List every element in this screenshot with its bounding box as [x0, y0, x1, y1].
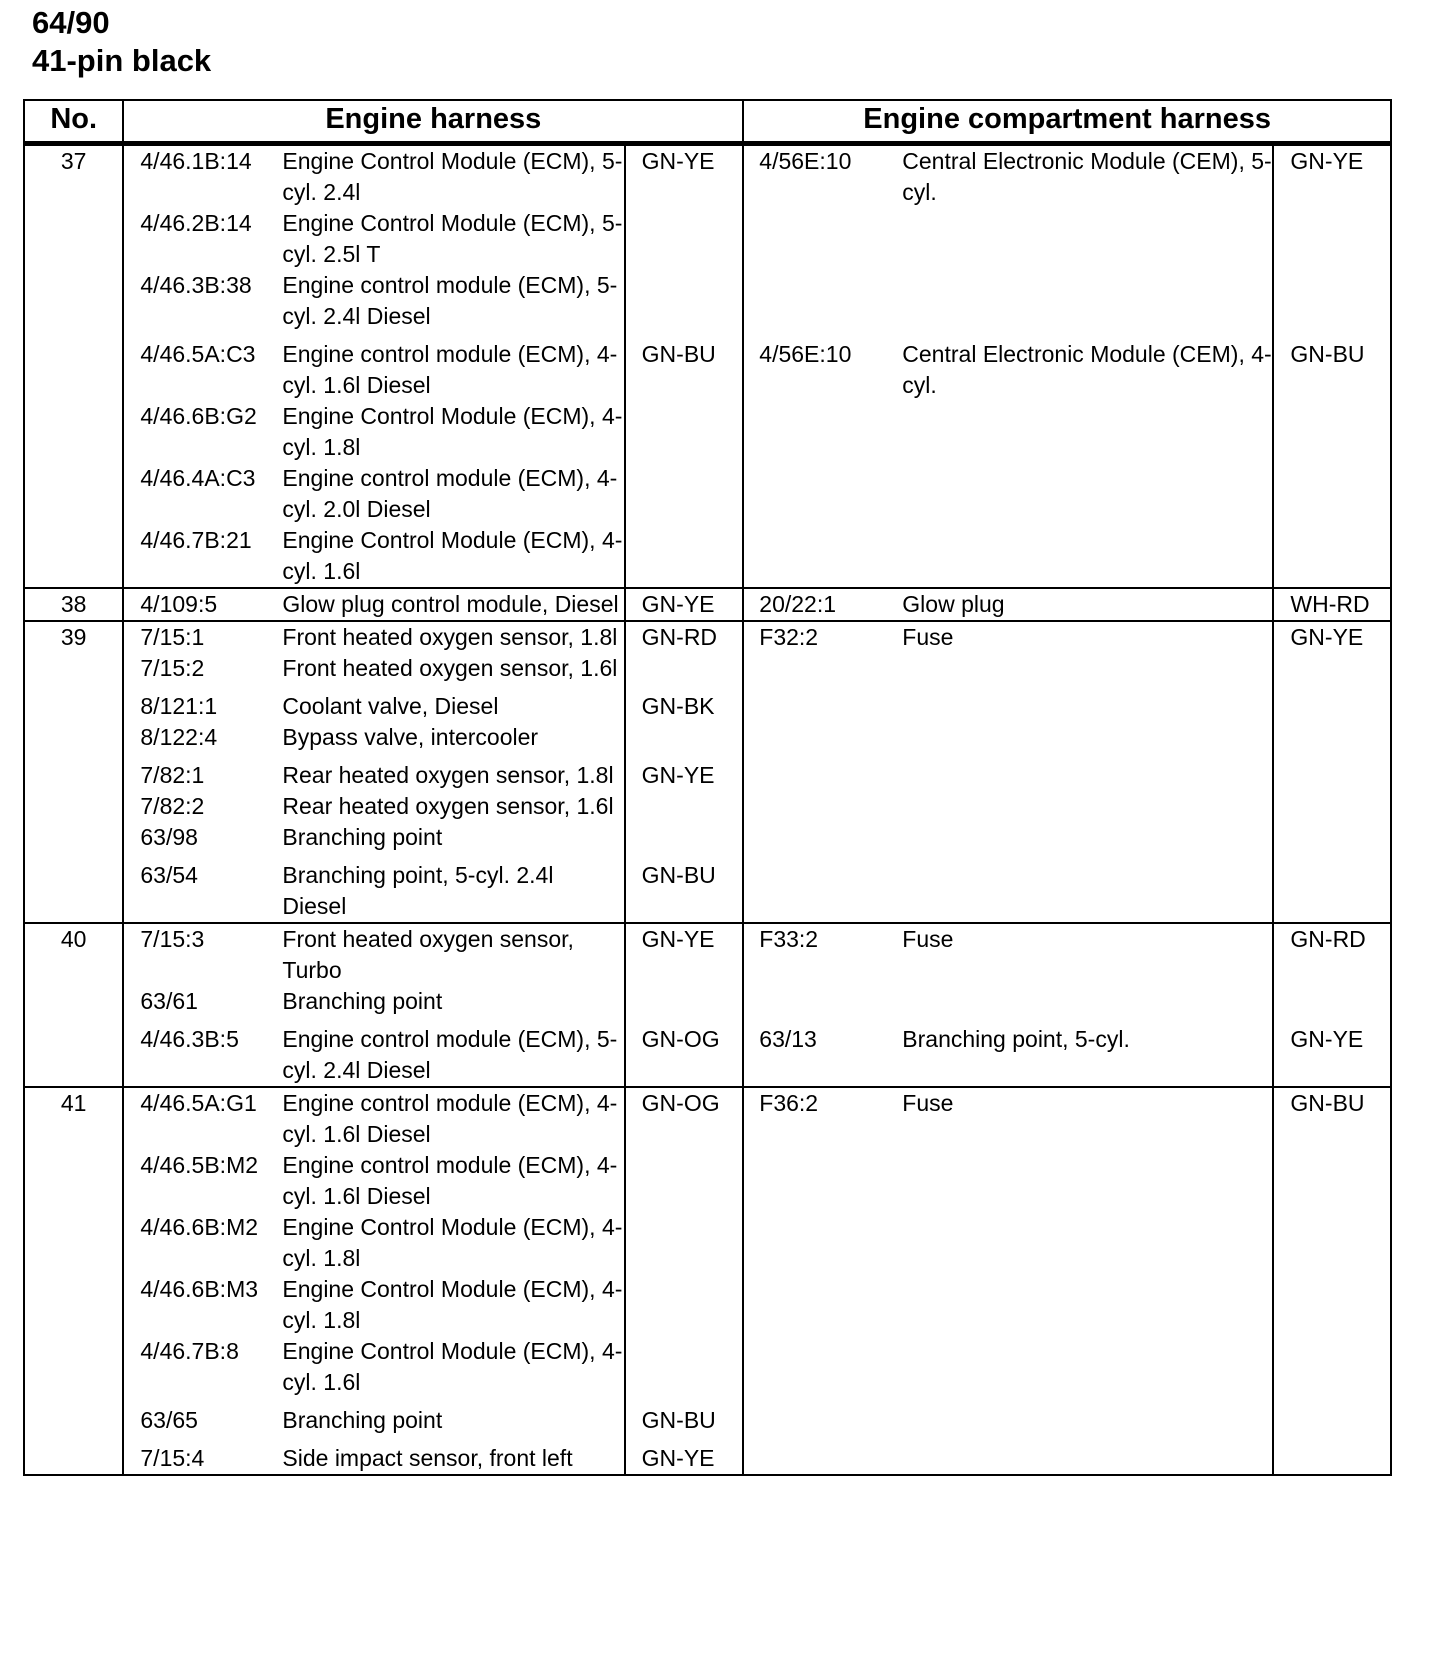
header-engine-harness: Engine harness [123, 100, 743, 144]
engine-entry [124, 525, 623, 587]
compartment-harness-cell [743, 1087, 1273, 1475]
engine-group [124, 860, 623, 922]
compartment-wire-color: GN-YE [1290, 624, 1364, 650]
component-id: 4/46.6B:G2 [140, 403, 257, 429]
component-description: Front heated oxygen sensor, 1.8l [282, 624, 618, 650]
compartment-component-id: F33:2 [759, 926, 819, 952]
component-description: Front heated oxygen sensor, Turbo [282, 926, 574, 983]
engine-group [124, 1088, 623, 1398]
compartment-component-id: F36:2 [759, 1090, 819, 1116]
component-description: Engine Control Module (ECM), 4-cyl. 1.6l [282, 527, 623, 584]
engine-harness-cell [123, 588, 624, 621]
compartment-color-group [1274, 1088, 1390, 1398]
wire-color-group [626, 860, 743, 922]
compartment-color-group [1274, 760, 1390, 853]
component-description: Engine control module (ECM), 5-cyl. 2.4l Diesel [282, 1026, 618, 1083]
engine-harness-cell [123, 923, 624, 1087]
component-id: 4/46.6B:M3 [140, 1276, 259, 1302]
engine-entry [124, 401, 623, 463]
compartment-entry [744, 924, 1272, 955]
component-description: Engine control module (ECM), 4-cyl. 1.6l Diesel [282, 1152, 618, 1209]
component-id: 4/46.6B:M2 [140, 1214, 259, 1240]
compartment-wire-color: WH-RD [1290, 591, 1370, 617]
wire-color: GN-BU [641, 1407, 716, 1433]
engine-wire-color-cell [625, 1087, 744, 1475]
wire-color-group [626, 589, 743, 620]
compartment-group [744, 924, 1272, 1017]
engine-group [124, 589, 623, 620]
wire-color-group [626, 1088, 743, 1398]
component-id: 4/46.5A:C3 [140, 341, 256, 367]
component-description: Branching point, 5-cyl. 2.4l Diesel [282, 862, 554, 919]
engine-entry [124, 622, 623, 653]
compartment-group [744, 1405, 1272, 1436]
wire-color-group [626, 1443, 743, 1474]
wire-color-group [626, 760, 743, 853]
compartment-component-id: 4/56E:10 [759, 148, 852, 174]
wire-color: GN-OG [641, 1026, 720, 1052]
pin-number: 41 [24, 1087, 123, 1475]
wire-color: GN-BK [641, 693, 715, 719]
wire-color: GN-BU [641, 862, 716, 888]
compartment-harness-cell [743, 923, 1273, 1087]
wire-color: GN-YE [641, 1445, 715, 1471]
compartment-color-group [1274, 860, 1390, 922]
compartment-group [744, 860, 1272, 922]
engine-wire-color-cell [625, 588, 744, 621]
component-id: 4/46.3B:38 [140, 272, 252, 298]
compartment-wire-color-cell [1273, 144, 1391, 589]
compartment-entry [744, 622, 1272, 653]
page-heading [32, 4, 211, 80]
compartment-group [744, 146, 1272, 332]
component-description: Engine Control Module (ECM), 4-cyl. 1.8l [282, 1214, 623, 1271]
compartment-group [744, 1024, 1272, 1086]
engine-wire-color-cell [625, 621, 744, 923]
compartment-entry [744, 589, 1272, 620]
wire-color-group [626, 691, 743, 753]
component-id: 63/61 [140, 988, 198, 1014]
table-row [24, 588, 1391, 621]
engine-harness-cell [123, 621, 624, 923]
wire-color-group [626, 339, 743, 587]
engine-entry [124, 1443, 623, 1474]
component-id: 4/46.7B:8 [140, 1338, 239, 1364]
compartment-component-id: 20/22:1 [759, 591, 837, 617]
component-id: 4/46.5B:M2 [140, 1152, 259, 1178]
engine-group [124, 691, 623, 753]
component-id: 7/15:1 [140, 624, 205, 650]
wire-color: GN-BU [641, 341, 716, 367]
table-row [24, 144, 1391, 589]
component-id: 4/46.5A:G1 [140, 1090, 257, 1116]
engine-entry [124, 1212, 623, 1274]
wire-color: GN-YE [641, 148, 715, 174]
compartment-wire-color-cell [1273, 1087, 1391, 1475]
compartment-color-group [1274, 924, 1390, 1017]
component-id: 7/15:3 [140, 926, 205, 952]
compartment-color-group [1274, 339, 1390, 587]
engine-entry [124, 760, 623, 791]
component-id: 63/98 [140, 824, 198, 850]
table-body [24, 144, 1391, 1476]
compartment-harness-cell [743, 144, 1273, 589]
component-description: Rear heated oxygen sensor, 1.6l [282, 793, 614, 819]
compartment-group [744, 339, 1272, 587]
compartment-wire-color-cell [1273, 588, 1391, 621]
component-id: 4/46.3B:5 [140, 1026, 239, 1052]
table-row [24, 1087, 1391, 1475]
engine-group [124, 1443, 623, 1474]
engine-entry [124, 1274, 623, 1336]
compartment-wire-color: GN-YE [1290, 148, 1364, 174]
wire-color: GN-YE [641, 591, 715, 617]
engine-entry [124, 339, 623, 401]
compartment-component-description: Fuse [902, 1090, 954, 1116]
engine-entry [124, 722, 623, 753]
compartment-wire-color: GN-YE [1290, 1026, 1364, 1052]
engine-entry [124, 1150, 623, 1212]
component-description: Engine Control Module (ECM), 4-cyl. 1.6l [282, 1338, 623, 1395]
compartment-harness-cell [743, 588, 1273, 621]
component-description: Side impact sensor, front left [282, 1445, 573, 1471]
header-engine-compartment-harness: Engine compartment harness [743, 100, 1391, 144]
compartment-color-group [1274, 146, 1390, 332]
compartment-wire-color: GN-BU [1290, 1090, 1365, 1116]
compartment-component-description: Branching point, 5-cyl. [902, 1026, 1130, 1052]
engine-entry [124, 589, 623, 620]
pin-number: 40 [24, 923, 123, 1087]
component-id: 7/15:2 [140, 655, 205, 681]
engine-entry [124, 924, 623, 986]
compartment-color-group [1274, 1443, 1390, 1474]
compartment-component-description: Glow plug [902, 591, 1005, 617]
engine-entry [124, 270, 623, 332]
compartment-group [744, 760, 1272, 853]
engine-entry [124, 691, 623, 722]
component-description: Engine control module (ECM), 4-cyl. 2.0l Diesel [282, 465, 618, 522]
component-description: Engine Control Module (ECM), 4-cyl. 1.8l [282, 1276, 623, 1333]
compartment-color-group [1274, 691, 1390, 753]
component-description: Engine control module (ECM), 4-cyl. 1.6l Diesel [282, 1090, 618, 1147]
engine-entry [124, 791, 623, 822]
engine-entry [124, 1336, 623, 1398]
header-no: No. [24, 100, 123, 144]
compartment-color-group [1274, 1405, 1390, 1436]
engine-entry [124, 1405, 623, 1436]
compartment-entry [744, 146, 1272, 208]
component-description: Engine control module (ECM), 4-cyl. 1.6l Diesel [282, 341, 618, 398]
component-id: 7/82:1 [140, 762, 205, 788]
compartment-wire-color-cell [1273, 923, 1391, 1087]
compartment-component-id: 4/56E:10 [759, 341, 852, 367]
compartment-harness-cell [743, 621, 1273, 923]
component-description: Engine Control Module (ECM), 5-cyl. 2.5l T [282, 210, 623, 267]
component-description: Front heated oxygen sensor, 1.6l [282, 655, 618, 681]
wire-color: GN-YE [641, 926, 715, 952]
component-description: Branching point [282, 988, 443, 1014]
engine-entry [124, 1024, 623, 1086]
engine-entry [124, 822, 623, 853]
compartment-wire-color: GN-BU [1290, 341, 1365, 367]
engine-entry [124, 653, 623, 684]
table-header-row [24, 100, 1391, 144]
compartment-group [744, 1443, 1272, 1474]
compartment-component-description: Central Electronic Module (CEM), 5-cyl. [902, 148, 1272, 205]
compartment-group [744, 622, 1272, 684]
engine-group [124, 1024, 623, 1086]
engine-wire-color-cell [625, 144, 744, 589]
compartment-component-id: 63/13 [759, 1026, 817, 1052]
component-id: 4/46.7B:21 [140, 527, 252, 553]
component-id: 4/46.2B:14 [140, 210, 252, 236]
engine-group [124, 760, 623, 853]
component-id: 63/65 [140, 1407, 198, 1433]
engine-entry [124, 208, 623, 270]
engine-group [124, 924, 623, 1017]
pin-number: 37 [24, 144, 123, 589]
connector-code: 64/90 [32, 5, 110, 40]
component-id: 8/121:1 [140, 693, 218, 719]
engine-harness-cell [123, 144, 624, 589]
component-id: 7/15:4 [140, 1445, 205, 1471]
compartment-group [744, 589, 1272, 620]
component-description: Engine Control Module (ECM), 5-cyl. 2.4l [282, 148, 623, 205]
wire-color-group [626, 1405, 743, 1436]
compartment-color-group [1274, 1024, 1390, 1086]
component-description: Bypass valve, intercooler [282, 724, 539, 750]
compartment-color-group [1274, 589, 1390, 620]
wire-color-group [626, 924, 743, 1017]
engine-entry [124, 463, 623, 525]
table-row [24, 923, 1391, 1087]
component-description: Branching point [282, 824, 443, 850]
component-id: 8/122:4 [140, 724, 218, 750]
component-id: 4/46.1B:14 [140, 148, 252, 174]
engine-group [124, 146, 623, 332]
component-description: Coolant valve, Diesel [282, 693, 499, 719]
engine-wire-color-cell [625, 923, 744, 1087]
wire-color: GN-OG [641, 1090, 720, 1116]
wire-color-group [626, 1024, 743, 1086]
compartment-component-description: Fuse [902, 624, 954, 650]
wire-color-group [626, 622, 743, 684]
engine-group [124, 1405, 623, 1436]
pin-number: 39 [24, 621, 123, 923]
component-id: 7/82:2 [140, 793, 205, 819]
compartment-wire-color-cell [1273, 621, 1391, 923]
compartment-group [744, 691, 1272, 753]
compartment-entry [744, 1088, 1272, 1119]
compartment-color-group [1274, 622, 1390, 684]
compartment-group [744, 1088, 1272, 1398]
engine-entry [124, 986, 623, 1017]
engine-entry [124, 146, 623, 208]
connector-pin-table [23, 99, 1392, 1476]
engine-entry [124, 1088, 623, 1150]
compartment-component-description: Central Electronic Module (CEM), 4-cyl. [902, 341, 1272, 398]
engine-group [124, 339, 623, 587]
engine-group [124, 622, 623, 684]
connector-description: 41-pin black [32, 43, 212, 78]
component-description: Branching point [282, 1407, 443, 1433]
engine-entry [124, 860, 623, 922]
engine-harness-cell [123, 1087, 624, 1475]
component-id: 4/46.4A:C3 [140, 465, 256, 491]
compartment-component-id: F32:2 [759, 624, 819, 650]
component-id: 63/54 [140, 862, 198, 888]
wire-color: GN-YE [641, 762, 715, 788]
wire-color-group [626, 146, 743, 332]
compartment-entry [744, 1024, 1272, 1055]
component-description: Engine control module (ECM), 5-cyl. 2.4l Diesel [282, 272, 618, 329]
table-row [24, 621, 1391, 923]
compartment-entry [744, 339, 1272, 401]
pin-number: 38 [24, 588, 123, 621]
compartment-wire-color: GN-RD [1290, 926, 1366, 952]
component-id: 4/109:5 [140, 591, 218, 617]
component-description: Glow plug control module, Diesel [282, 591, 619, 617]
component-description: Rear heated oxygen sensor, 1.8l [282, 762, 614, 788]
component-description: Engine Control Module (ECM), 4-cyl. 1.8l [282, 403, 623, 460]
wire-color: GN-RD [641, 624, 718, 650]
compartment-component-description: Fuse [902, 926, 954, 952]
